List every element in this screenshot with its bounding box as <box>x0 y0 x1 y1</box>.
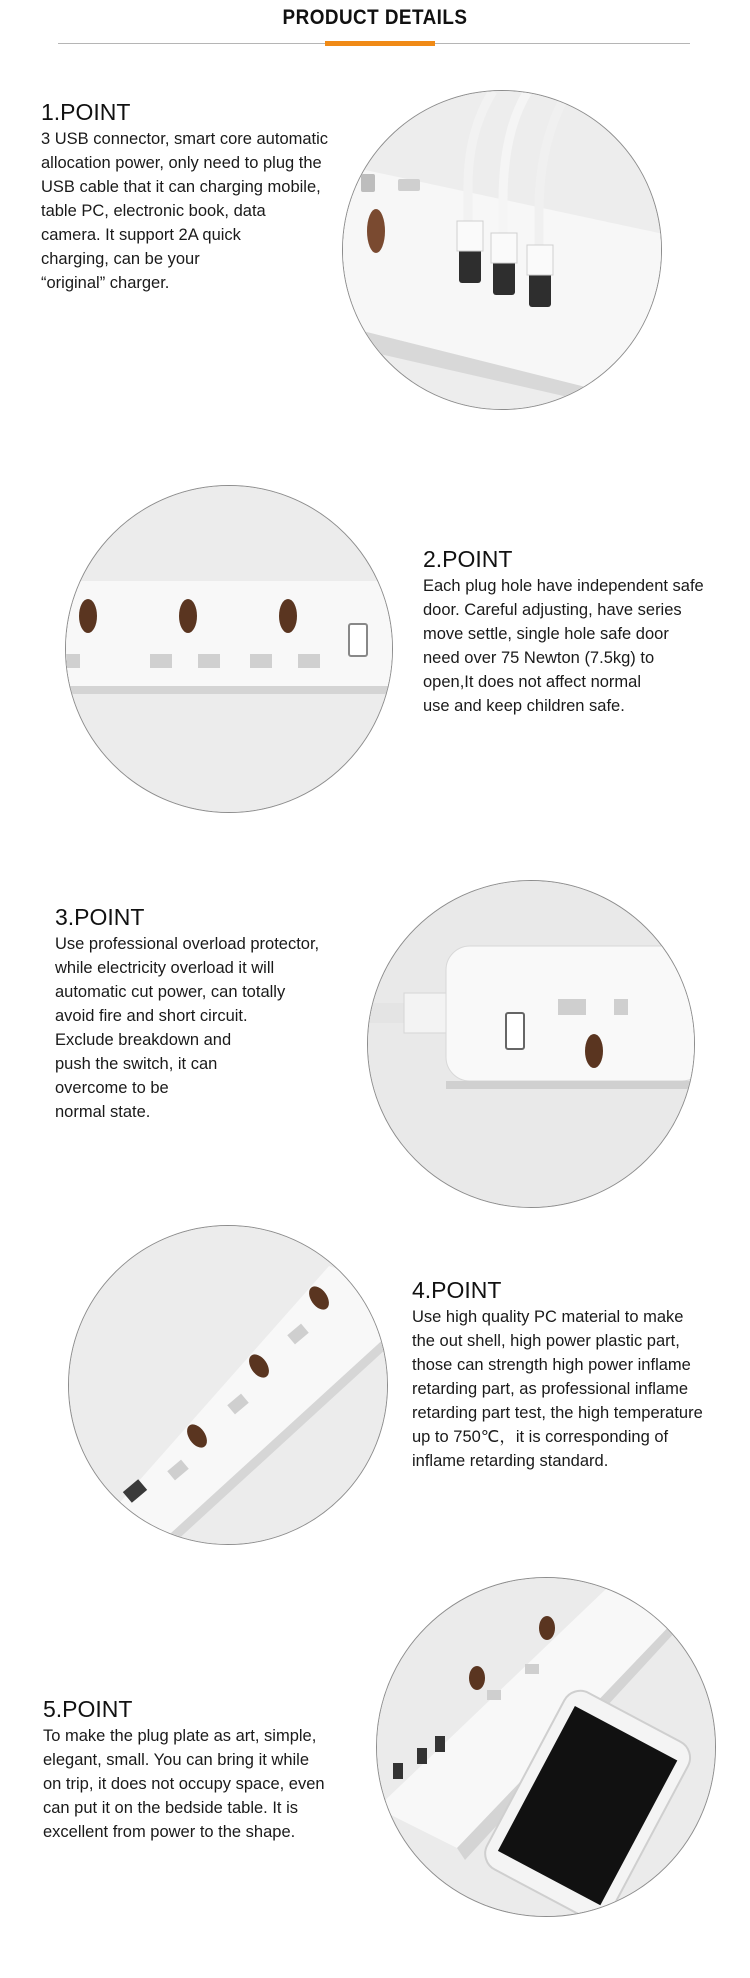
point-4-heading: 4.POINT <box>412 1277 502 1303</box>
header <box>0 0 750 60</box>
point-4-photo <box>68 1225 388 1545</box>
point-1-text: 3 USB connector, smart core automatic allocation power, only need to plug the USB cable that it can charging mobile, table PC, electronic book, data camera. It support 2A quick charging, can be your “original” charger. <box>41 130 329 292</box>
point-2-photo <box>65 485 393 813</box>
point-2-heading: 2.POINT <box>423 546 513 572</box>
point-2-text: Each plug hole have independent safe door. Careful adjusting, have series move settle, single hole safe door need over 75 Newton (7.5kg) to open,It does not affect normal use and keep children safe. <box>423 577 704 715</box>
point-3-text: Use professional overload protector, while electricity overload it will automatic cut power, can totally avoid fire and short circuit. Exclude breakdown and push the switch, it can overcome to be normal state. <box>55 935 320 1121</box>
point-3-photo <box>367 880 695 1208</box>
point-4-text: Use high quality PC material to make the out shell, high power plastic part, those can strength high power inflame retarding part, as professional inflame retarding part test, the high temperature up to 750℃，it is corresponding of inflame retarding standard. <box>412 1308 703 1470</box>
point-3-heading: 3.POINT <box>55 904 145 930</box>
point-1-photo <box>342 90 662 410</box>
point-5-heading: 5.POINT <box>43 1696 133 1722</box>
page-title: PRODUCT DETAILS <box>282 6 468 29</box>
header-accent-bar <box>325 41 435 46</box>
point-1-heading: 1.POINT <box>41 99 131 125</box>
point-5-text: To make the plug plate as art, simple, elegant, small. You can bring it while on trip, it does not occupy space, even can put it on the bedside table. It is excellent from power to the shape. <box>43 1727 325 1841</box>
point-5-photo <box>376 1577 716 1917</box>
